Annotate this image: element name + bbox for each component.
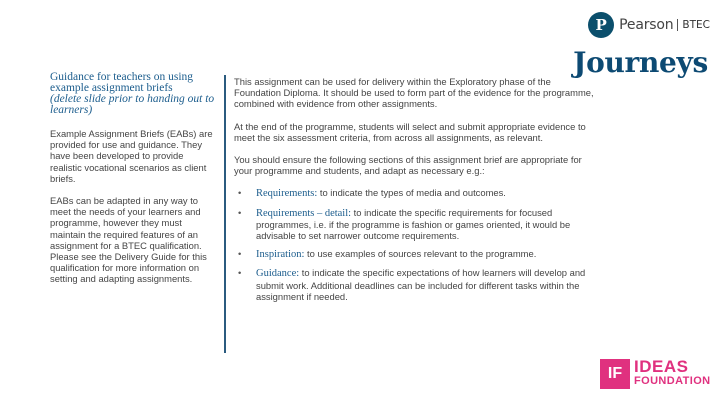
list-item-keyword: Guidance: bbox=[256, 268, 300, 280]
list-item bbox=[234, 207, 594, 242]
list-item-keyword: Requirements: bbox=[256, 188, 318, 200]
pearson-wordmark: Pearson bbox=[619, 17, 674, 33]
list-item bbox=[234, 187, 594, 199]
bullet-icon: • bbox=[238, 206, 242, 218]
content-paragraph-3: You should ensure the following sections of this assignment brief are appropriate for your programme and students, and adapt as necessary e.g.: bbox=[234, 154, 582, 177]
ideas-word: IDEAS bbox=[634, 357, 689, 376]
bullet-icon: • bbox=[238, 187, 242, 199]
guidance-paragraph-1: Example Assignment Briefs (EABs) are provided for use and guidance. They have been developed to provide realistic vocational scenarios as client briefs. bbox=[50, 128, 213, 184]
content-paragraph-1: This assignment can be used for delivery within the Exploratory phase of the Foundation Diploma. It should be used to form part of the evidence for the programme, combined with evidence from other assignments. bbox=[234, 76, 594, 110]
guidance-subtitle: (delete slide prior to handing out to learners) bbox=[50, 93, 215, 116]
guidance-title: Guidance for teachers on using example assignment briefs bbox=[50, 71, 194, 94]
journeys-title: Journeys bbox=[573, 46, 708, 79]
content-paragraph-2: At the end of the programme, students will select and submit appropriate evidence to meet the six assessment criteria, from across all assignments, as relevant. bbox=[234, 120, 586, 143]
list-item-text: to indicate the specific expectations of how learners will develop and submit work. Additional deadlines can be included for different tasks within the assignment if needed. bbox=[256, 267, 586, 302]
guidance-paragraph-2: EABs can be adapted in any way to meet the needs of your learners and programme, however they must maintain the required features of an assignment for a BTEC qualification. Please see the Delivery Guide for this qualification for more information on setting and adapting assignments. bbox=[50, 195, 207, 285]
list-item-text: to use examples of sources relevant to the programme. bbox=[304, 248, 537, 260]
bullet-icon: • bbox=[238, 267, 242, 279]
guidance-column bbox=[50, 72, 215, 296]
pearson-btec-logo bbox=[573, 10, 710, 80]
pearson-p-icon: P bbox=[588, 12, 614, 38]
btec-wordmark: BTEC bbox=[677, 19, 710, 31]
list-item-text: to indicate the specific requirements for focused programmes, i.e. if the programme is fashion or games oriented, it would be advisable to set narrower outcome requirements. bbox=[256, 206, 571, 242]
ideas-foundation-wordmark bbox=[634, 357, 711, 388]
column-divider bbox=[224, 75, 226, 353]
list-item bbox=[234, 248, 594, 260]
bullet-icon: • bbox=[238, 248, 242, 260]
list-item-keyword: Inspiration: bbox=[256, 249, 305, 261]
list-item-keyword: Requirements – detail: bbox=[256, 207, 352, 219]
content-column bbox=[234, 76, 594, 309]
section-list bbox=[234, 187, 594, 302]
foundation-word: FOUNDATION bbox=[634, 375, 711, 387]
if-mark-icon: IF bbox=[600, 359, 630, 389]
ideas-foundation-logo bbox=[600, 359, 711, 389]
list-item bbox=[234, 267, 594, 302]
list-item-text: to indicate the types of media and outcomes. bbox=[317, 187, 506, 199]
pearson-brand bbox=[588, 12, 710, 38]
guidance-heading bbox=[50, 72, 215, 116]
